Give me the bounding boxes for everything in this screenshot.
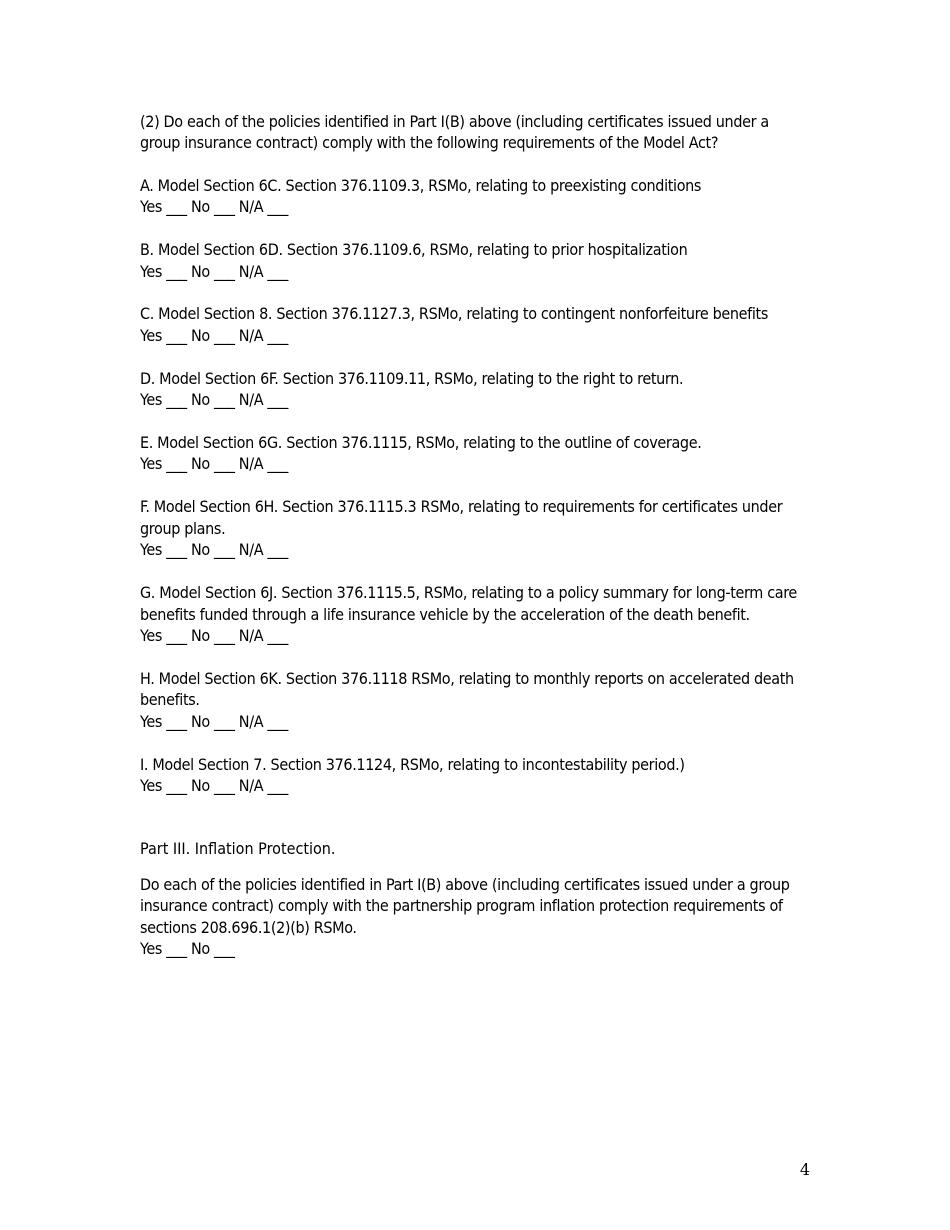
requirement-item-f bbox=[140, 496, 812, 560]
requirement-text: F. Model Section 6H. Section 376.1115.3 RSMo, relating to requirements for certificates under group plans. bbox=[140, 497, 783, 538]
yes-no-na-answer: Yes ___ No ___ N/A ___ bbox=[140, 775, 288, 795]
yes-no-answer: Yes ___ No ___ bbox=[140, 938, 235, 958]
yes-no-na-answer: Yes ___ No ___ N/A ___ bbox=[140, 540, 288, 560]
intro-text: (2) Do each of the policies identified in Part I(B) above (including certificates issued under a group insurance contract) comply with the following requirements of the Model Act? bbox=[140, 112, 769, 153]
yes-no-na-answer: Yes ___ No ___ N/A ___ bbox=[140, 261, 288, 281]
requirement-text: C. Model Section 8. Section 376.1127.3, RSMo, relating to contingent nonforfeiture benefits bbox=[140, 304, 768, 324]
yes-no-na-answer: Yes ___ No ___ N/A ___ bbox=[140, 325, 288, 345]
requirement-text: H. Model Section 6K. Section 376.1118 RSMo, relating to monthly reports on accelerated death benefits. bbox=[140, 668, 794, 710]
inflation-protection-text: Do each of the policies identified in Part I(B) above (including certificates issued under a group insurance contract) comply with the partnership program inflation protection requirements of sections 208.696.1(2)(b) RSMo. bbox=[140, 874, 790, 937]
requirement-text: D. Model Section 6F. Section 376.1109.11, RSMo, relating to the right to return. bbox=[140, 368, 684, 388]
requirement-text: I. Model Section 7. Section 376.1124, RSMo, relating to incontestability period.) bbox=[140, 754, 685, 774]
yes-no-na-answer: Yes ___ No ___ N/A ___ bbox=[140, 454, 288, 474]
page-number: 4 bbox=[799, 1160, 810, 1179]
requirement-item-a bbox=[140, 175, 812, 218]
requirement-text: E. Model Section 6G. Section 376.1115, RSMo, relating to the outline of coverage. bbox=[140, 433, 702, 453]
requirement-text: A. Model Section 6C. Section 376.1109.3, RSMo, relating to preexisting conditions bbox=[140, 175, 702, 195]
yes-no-na-answer: Yes ___ No ___ N/A ___ bbox=[140, 625, 288, 645]
requirement-item-h bbox=[140, 668, 812, 732]
requirement-text: G. Model Section 6J. Section 376.1115.5, RSMo, relating to a policy summary for long-term care benefits funded through a life insurance vehicle by the acceleration of the death benefit. bbox=[140, 583, 797, 624]
requirement-item-b bbox=[140, 239, 812, 282]
requirement-item-c bbox=[140, 303, 812, 346]
inflation-protection-question bbox=[140, 874, 812, 960]
section-heading-part-iii: Part III. Inflation Protection. bbox=[140, 839, 336, 859]
requirement-text: B. Model Section 6D. Section 376.1109.6, RSMo, relating to prior hospitalization bbox=[140, 240, 688, 260]
yes-no-na-answer: Yes ___ No ___ N/A ___ bbox=[140, 711, 288, 731]
page-content bbox=[140, 111, 812, 981]
requirement-item-i bbox=[140, 754, 812, 797]
yes-no-na-answer: Yes ___ No ___ N/A ___ bbox=[140, 390, 288, 410]
requirement-item-d bbox=[140, 368, 812, 411]
requirement-item-e bbox=[140, 432, 812, 475]
requirement-item-g bbox=[140, 582, 812, 646]
intro-question bbox=[140, 111, 812, 154]
yes-no-na-answer: Yes ___ No ___ N/A ___ bbox=[140, 197, 288, 217]
